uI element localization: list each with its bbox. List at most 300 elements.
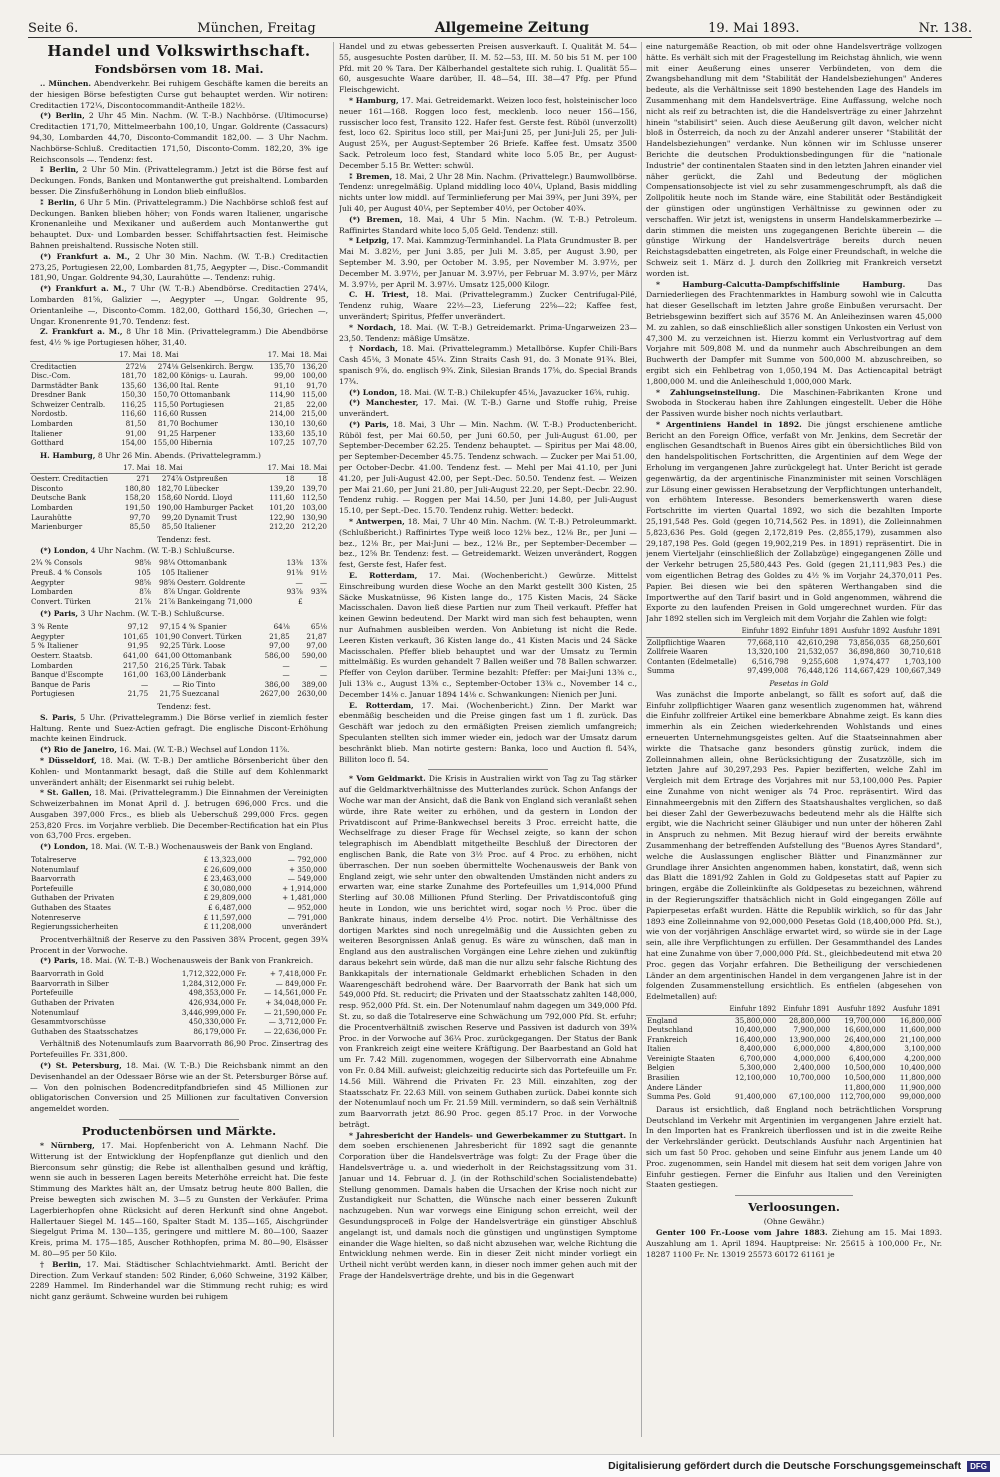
table-cell: 158,20 (124, 493, 151, 503)
table-row (30, 913, 328, 923)
table-cell: 214,00 (269, 409, 295, 419)
table-cell: 16,600,000 (844, 1025, 886, 1035)
table-header-cell: Ausfuhr 1891 (887, 1005, 942, 1015)
table-cell: — 952,000 (287, 903, 327, 913)
table-cell: 107,70 (301, 438, 327, 448)
newspaper-title: Allgemeine Zeitung (434, 20, 590, 36)
table-cell: Ungar. Goldrente (177, 587, 241, 597)
table-cell: 11,800,000 (844, 1082, 886, 1092)
london-quote-table (30, 558, 328, 606)
table-cell: 6,400,000 (848, 1053, 886, 1063)
table-cell: 98¼ (158, 558, 176, 568)
table-cell: 30,710,618 (899, 647, 941, 657)
table-cell: 100,667,349 (895, 666, 941, 676)
table-cell: — (172, 679, 181, 689)
table-cell: 590,00 (301, 650, 327, 660)
article: Daraus ist ersichtlich, daß England noch beträchtlichen Vorsprung Deutschland im Verkehr mit Argentinien im vergangenen Jahre erzielt hat. In den Importen hat es Frankreich überflossen und ist in die zweite Reihe der Verkehrsländer gerückt. Deutschlands Ausfuhr nach Argentinien hat sich um fast 50 Proc. gehoben und seine Einfuhr aus jenem Lande um 40 Proc. zugenommen, sein Handel mit diesem hat seit dem vorigen Jahre von Einfuhr gestiegen. Ferner die Einfuhr aus Italien und den Vereinigten Staaten gestiegen. (646, 1104, 942, 1190)
table-cell: + 1,914,000 (282, 883, 327, 893)
table-cell: 2627,00 (259, 689, 290, 699)
table-cell: 81,70 (157, 419, 179, 429)
table-cell: — 14,561,000 Fr. (264, 988, 327, 998)
table-cell: Türk. Tabak (182, 660, 226, 670)
footer-bar (0, 1454, 1000, 1477)
table-cell: £ 11,597,000 (203, 912, 252, 922)
table-row (30, 641, 328, 651)
article: Verhältniß des Notenumlaufs zum Baarvorrath 86,90 Proc. Zinsertrag des Portefeuilles Fr. 331,800. (30, 1039, 328, 1060)
table-cell: 10,400,000 (899, 1063, 941, 1073)
table-cell: 11,800,000 (899, 1073, 941, 1083)
table-cell: 154,00 (121, 438, 147, 448)
header-rule (28, 37, 972, 38)
table-cell: 81,50 (125, 419, 147, 429)
table-cell: Lombarden (31, 503, 73, 513)
table-cell: Gesammtvorschüsse (31, 1017, 106, 1027)
table-cell: 389,00 (301, 679, 327, 689)
table-cell: 12,100,000 (735, 1073, 777, 1083)
table-cell: 10,500,000 (844, 1073, 886, 1083)
table-cell: Portefeuille (31, 988, 74, 998)
hamburg-quote-table (30, 464, 328, 532)
divider (428, 769, 547, 770)
table-cell: 115,50 (153, 399, 179, 409)
table-cell: £ 29,809,000 (203, 893, 252, 903)
table-cell: Disc.-Com. (31, 371, 71, 381)
table-cell: 10,500,000 (844, 1063, 886, 1073)
table-cell: 93¾ (310, 587, 327, 597)
article: Was zunächst die Importe anbelangt, so fällt es sofort auf, daß die Einfuhr zollpflichtiger Waaren ganz wesentlich zugenommen hat, während die Einfuhr zollfreier Artikel eine bemerkbare Abnahme zeigt. Es kann dies immerhin als ein Zeichen wiederkehrenden Wohlstands und eines erneuerten Unternehmungsgeistes gelten. Auf die Staatseinnahmen aber wirkte die Thatsache ganz besonders günstig zurück, indem die Zolleinnahmen allein, ohne Berücksichtigung der Zusatzzölle, sich im letzten Jahre auf 30,297,293 Pes. Papier bezifferten, welche Zahl im Vergleich mit dem Ertrage des Vorjahres mit nur 53,100,000 Pes. Papier eine Zunahme von nicht weniger als 74 Proc. repräsentirt. Wird das Einnahmeergebnis mit den Ziffern des Staatshaushaltes verglichen, so daß bei dieser Zahl der Gewerbezuwachs bedeutend mehr als die Hälfte sich ergibt, wie die Nachricht seiner Gläubiger und nun unter der höheren Zahl in Anspruch zu nehmen. Mit Bezug hierauf wird der bereits erwähnte Zusammenhang der betreffenden Aufstellung des "Buenos Ayres Standard", welche die Auslassungen englischer Blätter und Finanzmänner zur Grundlage ihrer Ansichten angenommen haben, konstatirt, daß, wenn sich das Blatt die 1891/92 Zahlen in Gold zu Goldpesetas statt auf Papier zu bringen, ergäbe die Zolleinkünfte als Goldpesetas zu bezeichnen, während in der Regierungsziffer thatsächlich nicht in Gold eingegangen Zölle auf Papierpesetas erfaßt wurden. Hätte die Republik wirklich, so für das Jahr 1893 eine Zolleinnahme von 92,000,000 Pesetas Gold (18,400,000 Pfd. St.), wie von der vorjährigen Anschläge erwartet wird, so würde sie in der Lage sein, alle ihre Verpflichtungen zu erfüllen. Der Gesammthandel des Landes hat eine Zunahme von über 7,000,000 Pfd. St., gleichbedeutend mit etwa 20 Proc. gegen das Vorjahr erfahren. Die Betheiligung der verschiedenen Länder an dem argentinischen Handel in dem vergangenen Jahre ist in der folgenden Zusammenstellung ersichtlich. Es entfielen (abgesehen von Edelmetallen) auf: (646, 689, 942, 1002)
table-header-cell: Ausfuhr 1891 (891, 627, 942, 637)
table-header-cell: 17. Mai (263, 464, 295, 474)
article: ⁑ Bremen, 18. Mai, 2 Uhr 28 Min. Nachm. (Privattelegr.) Baumwollbörse. Tendenz: unregelmäßig. Upland middling loco 40¼, Upland, Basis middling nichts unter low middl. auf Terminlieferung per Mai 39¾, per Juni 39¾, per Juli 40, per August 40¼, per September 40½, per October 40¾. (339, 171, 637, 213)
table-cell: 13,320,100 (747, 647, 789, 657)
column-divider (641, 42, 642, 1437)
table-header-cell (184, 464, 264, 474)
table-row (30, 409, 328, 419)
table-row (30, 969, 328, 979)
table-header-cell (179, 351, 263, 361)
table-cell: — (282, 670, 290, 680)
table-cell: Königs- u. Laurah. (180, 371, 248, 381)
table-cell: 139,70 (301, 483, 327, 493)
table-cell: Rio Tinto (182, 679, 216, 689)
table-cell: 91,95 (127, 641, 149, 651)
table-header-cell: Ausfuhr 1892 (839, 627, 890, 637)
table-cell: 1,974,477 (853, 656, 890, 666)
table-cell: 6,516,798 (751, 656, 789, 666)
table-cell: Baarvorrath in Silber (31, 978, 109, 988)
table-cell: Ottomanbank (182, 650, 232, 660)
page-number: Seite 6. (28, 21, 79, 36)
article: † Nordach, 18. Mai. (Privattelegramm.) Metallbörse. Kupfer Chili-Bars Cash 45⅛, 3 Monate 45¼. Zinn Straits Cash 91, do. 3 Monate 91¾. Blei, spanisch 9⅞, do. englisch 9¾. Zink, Silesian Brands 17⅝, do. Special Brands 17¾. (339, 344, 637, 386)
table-cell: £ 6,487,000 (208, 903, 252, 913)
table-cell: Bankeingang 71,000 (177, 596, 253, 606)
bank-of-england-table (30, 855, 328, 932)
article: * Leipzig, 17. Mai. Kammzug-Terminhandel. La Plata Grundmuster B. per Mai M. 3.82½, per Juni 3.85, per Juli M. 3.85, per August 3.90, per September M. 3.90, per October M. 3.95, per November M. 3.97½, per December M. 3.97½, per Januar M. 3.97½, per Februar M. 3.97½, per März M. 3.97½, per April M. 3.97½. Umsatz 125,000 Kilogr. (339, 236, 637, 289)
article: * Antwerpen, 18. Mai, 7 Uhr 40 Min. Nachm. (W. T.-B.) Petroleummarkt. (Schlußbericht.) Raffinirtes Type weiß loco 12⅛ bez., 12⅛ Br., per Juni — bez., 12⅛ Br., per Mai-Juni — bez., 12⅛ Br., per September-December — bez., 12⅝ Br. Tendenz: fest. — Getreidemarkt. Weizen unverändert, Roggen fest, Gerste fest, Hafer fest. (339, 517, 637, 570)
table-cell: 105 (161, 568, 176, 577)
table-cell: 99,20 (161, 512, 183, 522)
table-cell: + 34,048,000 Fr. (265, 998, 327, 1007)
article: (*) Rio de Janeiro, 16. Mai. (W. T.-B.) Wechsel auf London 11⅞. (40, 745, 290, 755)
table-row (30, 865, 328, 875)
table-cell: Dynamit Trust (184, 512, 237, 522)
table-subheading: Pesetas in Gold (769, 679, 829, 688)
note: (Ohne Gewähr.) (763, 1217, 825, 1227)
table-cell: 98⅝ (134, 577, 151, 587)
table-cell: 10,700,000 (788, 1073, 831, 1083)
argentina-countries-table (646, 1005, 942, 1102)
table-cell: 150,30 (121, 390, 147, 400)
table-row (646, 1083, 942, 1093)
table-cell: 85,50 (129, 522, 151, 532)
table-cell: Hibernia (180, 438, 213, 448)
issue-number: Nr. 138. (918, 21, 972, 36)
table-cell: 21,85 (274, 399, 295, 409)
table-cell: 182,00 (153, 371, 179, 381)
table-cell: 21⅞ (158, 596, 176, 606)
table-cell: 91,70 (306, 380, 327, 390)
table-cell: 21,87 (306, 631, 327, 641)
table-cell: 21,75 (159, 689, 181, 699)
table-cell (723, 1083, 777, 1093)
table-cell: Vereinigte Staaten (647, 1053, 715, 1063)
table-cell: Gotthard (31, 438, 64, 448)
table-cell: Marienburger (31, 522, 83, 532)
table-cell: 5 % Italiener (31, 641, 79, 651)
subsection-title: Productenbörsen und Märkte. (81, 1123, 277, 1138)
table-cell: 93⅞ (286, 587, 303, 597)
table-header-cell (30, 351, 115, 361)
table-cell: — 792,000 (287, 855, 327, 865)
table-cell: — (295, 577, 303, 587)
table-cell: 22,00 (306, 399, 327, 409)
table-cell: £ (298, 596, 303, 606)
table-cell: Disconto (31, 483, 63, 493)
divider (119, 1119, 238, 1120)
table-cell: 5,300,000 (739, 1063, 777, 1073)
table-header-row (646, 627, 942, 637)
table-cell: Notenumlauf (31, 1007, 79, 1017)
article: (*) St. Petersburg, 18. Mai. (W. T.-B.) Die Reichsbank nimmt an den Devisenhandel an der Odessaer Börse wie an der St. Petersburger Börse auf. — Von den polnischen Bodencreditpfandbriefen sind 45 Millionen zur obligatorischen Conversion und 25 Millionen zur facultativen Conversion angemeldet worden. (30, 1060, 328, 1114)
table-cell: 7,900,000 (793, 1025, 831, 1035)
table-row (646, 666, 942, 676)
table-cell: Ostpreußen (184, 474, 228, 484)
table-cell: 21,85 (269, 631, 290, 641)
table-row (30, 1008, 328, 1018)
table-cell: 133,60 (269, 428, 295, 438)
page-header (28, 14, 972, 36)
table-cell: Notenreserve (31, 912, 81, 922)
table-cell: 130,90 (301, 512, 327, 522)
table-cell: 67,100,000 (788, 1092, 831, 1102)
table-cell: 135,60 (121, 380, 147, 390)
table-cell: — 549,000 (287, 874, 327, 884)
table-cell: 8,400,000 (739, 1044, 777, 1054)
table-cell: Lombarden (31, 587, 73, 597)
table-cell: Summa Pes. Gold (647, 1092, 711, 1102)
table-cell: Banque de Paris (31, 679, 91, 689)
table-cell: 16,400,000 (735, 1034, 777, 1044)
table-header-cell (646, 627, 739, 637)
table-cell: Frankreich (647, 1034, 688, 1044)
table-cell: 77,668,110 (747, 637, 789, 647)
article: S. Paris, 5 Uhr. (Privattelegramm.) Die Börse verlief in ziemlich fester Haltung. Rente und Suez-Actien gefragt. Die englische Discont-Erhöhung machte keinen Eindruck. (30, 712, 328, 744)
table-row (30, 484, 328, 494)
article: E. Rotterdam, 17. Mai. (Wochenbericht.) Zinn. Der Markt war ebenmäßig bescheiden und die Preise gingen fast um 1 fl. zurück. Das Geschäft war jedoch zu den ermäßigten Preisen ziemlich umfangreich; Speculanten stellten sich immer wieder ein, jedoch war der Umsatz darum beschränkt blieb. Man notirte gestern: Banka, loco und Auction fl. 54¾, Billiton loco fl. 54. (339, 700, 637, 764)
table-cell: 28,800,000 (788, 1015, 831, 1025)
table-cell: 181,70 (121, 371, 147, 381)
table-cell: 3 % Rente (31, 622, 69, 632)
column-2 (339, 42, 637, 1432)
table-row (30, 513, 328, 523)
table-cell: Darmstädter Bank (31, 380, 99, 390)
article: ⁑ Berlin, 6 Uhr 5 Min. (Privattelegramm.) Die Nachbörse schloß fest auf Deckungen. Banken blieben höher; von Fonds waren Italiener, ungarische Kronenanleihe und Mexikaner und außerdem auch Montanwerthe gut behauptet. Dux- und Lombarden besser. Schiffahrtsactien fest. Heimische Bahnen preishaltend. Russische Noten still. (30, 197, 328, 250)
table-cell: 64⅛ (273, 622, 290, 632)
table-cell: 155,00 (153, 438, 179, 448)
table-cell: 215,00 (301, 409, 327, 419)
table-cell: 91,00 (125, 428, 147, 438)
table-cell: — (319, 577, 327, 587)
table-cell: 86,179,000 Fr. (193, 1026, 247, 1036)
table-cell: Contanten (Edelmetalle) (647, 656, 737, 666)
table-cell: 191,50 (124, 503, 151, 513)
table-cell: 13,900,000 (788, 1034, 831, 1044)
table-row (30, 998, 328, 1008)
table-cell: £ 11,208,000 (203, 922, 252, 932)
table-cell: 26,400,000 (844, 1034, 886, 1044)
argentina-trade-table (646, 627, 942, 676)
article: † Berlin, 17. Mai. Städtischer Schlachtviehmarkt. Amtl. Bericht der Direction. Zum Verkauf standen: 502 Rinder, 6,060 Schweine, 3192 Kälber, 2289 Hammel. Im Rinderhandel war die Stimmung recht ruhig; es wird nicht ganz geräumt. Schweine wurden bei ruhigem (30, 1259, 328, 1302)
table-row (30, 622, 328, 632)
table-cell: 18 (285, 474, 295, 484)
table-cell: Guthaben des Staates (31, 903, 111, 913)
table-cell: Bochumer (180, 419, 218, 429)
table-cell: £ 23,463,000 (203, 874, 252, 884)
article: Z. Frankfurt a. M., 8 Uhr 18 Min. (Privattelegramm.) Die Abendbörse fest, 4½ % ige Portugiesen höher, 31,40. (30, 327, 328, 348)
table-cell: 139,20 (269, 483, 295, 493)
article: (*) Manchester, 17. Mai. (W. T.-B.) Garne und Stoffe ruhig, Preise unverändert. (339, 398, 637, 419)
table-cell: Regierungssicherheiten (31, 922, 119, 932)
article: Genter 100 Fr.-Loose vom Jahre 1883. Ziehung am 15. Mai 1893. Auszahlung am 1. April 1894. Hauptpreise: Nr. 25615 à 100,000 Fr., Nr. 18287 1100 Fr. Nr. 13019 25573 60172 61161 je (646, 1228, 942, 1259)
table-header-cell: 17. Mai (115, 351, 147, 361)
table-cell: Ottomanbank (177, 558, 227, 568)
table-cell: 2,400,000 (793, 1063, 831, 1073)
table-row (646, 647, 942, 657)
table-cell: — (282, 660, 290, 670)
table-cell: 13⅜ (286, 558, 303, 568)
table-cell: 1,703,100 (904, 656, 941, 666)
dfg-logo: DFG (967, 1461, 990, 1472)
table-cell: 68,250,601 (899, 637, 941, 647)
table-cell: Türk. Loose (182, 641, 226, 651)
table-row (30, 400, 328, 410)
article: (*) Paris, 18. Mai, 3 Uhr — Min. Nachm. (W. T.-B.) Productenbericht. Rüböl fest, per Mai 60.50, per Juni 60.50, per Juli-August 61.00, per September-December 62.25. Tendenz behauptet. — Spiritus per Mai 48.00, per September-December 45.75. Tendenz schwach. — Zucker per Mai 51.00, per October-Decbr. 41.00. Tendenz fest. — Mehl per Mai 41.10, per Juni 41.20, per Juli-August 42.00, per Sept.-Dec. 50.50. Tendenz fest. — Weizen per Mai 21.60, per Juni 21.80, per Juli-August 22.20, per Sept.-Decbr. 22.90. Tendenz ruhig. — Roggen per Mai 14.50, per Juni 14.80, per Juli-August 15.10, per Sept.-Dec. 15.70. Tendenz ruhig. Wetter: bedeckt. (339, 419, 637, 516)
section-title: Handel und Volkswirthschaft. (47, 42, 311, 60)
table-row (30, 390, 328, 400)
table-row (30, 1027, 328, 1037)
table-cell: unverändert (281, 922, 327, 932)
table-cell: 99,00 (274, 371, 295, 381)
table-cell: Zollfreie Waaren (647, 647, 708, 657)
table-cell: 97,499,008 (747, 666, 789, 676)
table-row (30, 670, 328, 680)
table-cell: 97,00 (306, 641, 327, 651)
table-header-row (30, 464, 328, 474)
table-cell: 212,20 (269, 522, 295, 532)
table-row (30, 438, 328, 448)
table-cell: £ 26,609,000 (203, 864, 252, 874)
table-cell: Summa (647, 666, 675, 676)
table-row (30, 922, 328, 932)
table-cell: Italien (647, 1044, 671, 1054)
table-cell: 21,75 (127, 689, 149, 699)
table-cell: — 3,712,000 Fr. (268, 1017, 327, 1027)
table-cell: Portugiesen (180, 399, 225, 409)
table-cell: 386,00 (264, 679, 290, 689)
table-row (30, 503, 328, 513)
table-cell: 1,712,322,000 Fr. (181, 969, 247, 979)
article: * Nordach, 18. Mai. (W. T.-B.) Getreidemarkt. Prima-Ungarweizen 23—23,50. Tendenz: mäßige Umsätze. (339, 322, 637, 343)
table-cell: 111,60 (269, 493, 295, 503)
table-cell: 6,700,000 (739, 1053, 777, 1063)
table-cell: 8⅞ (139, 587, 151, 597)
table-cell: 136,00 (153, 380, 179, 390)
table-row (30, 661, 328, 671)
table-cell: Oesterr. Staatsb. (31, 650, 93, 660)
table-cell: + 7,418,000 Fr. (269, 969, 327, 979)
table-cell: Italiener (177, 568, 209, 577)
table-cell: Schweizer Centralb. (31, 399, 106, 409)
table-cell: 9,255,608 (801, 656, 839, 666)
table-cell: 73,856,035 (848, 637, 890, 647)
table-cell: 116,60 (153, 409, 179, 419)
table-cell: 163,00 (154, 670, 181, 680)
table-row (646, 1073, 942, 1083)
table-cell: — 21,590,000 Fr. (264, 1007, 327, 1017)
header-city-day: München, Freitag (197, 21, 316, 36)
table-cell: 116,60 (121, 409, 147, 419)
table-cell: — (319, 660, 327, 670)
article: * Hamburg, 17. Mai. Getreidemarkt. Weizen loco fest, holsteinischer loco neuer 161—168. Roggen loco fest, mecklenb. loco neuer 156—156, russischer loco fest, Transito 122. Hafer fest. Gerste fest. Rüböl (unverzollt) fest, loco 62. Spiritus loco still, per Mai-Juni 25, per Juni-Juli 25, per Juli-August 25¾, per August-September 26 Briefe. Kaffee fest. Umsatz 3500 Sack. Petroleum loco fest, Standard white loco 5.05 Br., per August-December 5.15 Br. Wetter: schwül. (339, 95, 637, 170)
table-row (646, 1015, 942, 1025)
table-cell: 101,20 (269, 503, 295, 513)
table-cell: 272⅛ (125, 361, 147, 371)
article: * St. Gallen, 18. Mai. (Privattelegramm.) Die Einnahmen der Vereinigten Schweizerbahnen im Monat April d. J. betrugen 696,000 Frcs. und die Ausgaben 397,000 Frcs., es blieb als Ueberschuß 299,000 Frcs. gegen 253,820 Frcs. im Vorjahre verblieb. Die December-Rectification hat ein Plus von 63,700 Frcs. ergeben. (30, 788, 328, 841)
table-cell: 130,10 (269, 419, 295, 429)
table-cell: 19,700,000 (844, 1015, 886, 1025)
table-cell: Guthaben der Privaten (31, 893, 115, 903)
table-cell: 35,800,000 (735, 1015, 777, 1025)
table-cell: 122,90 (269, 512, 295, 522)
table-cell: Portefeuille (31, 883, 74, 893)
table-row (646, 1092, 942, 1102)
table-cell: Oesterr. Goldrente (177, 577, 246, 587)
table-cell: Oesterr. Creditactien (31, 474, 108, 484)
table-cell: 116,25 (121, 399, 147, 409)
table-cell: 21⅞ (134, 596, 151, 606)
table-cell: 91,400,000 (735, 1092, 777, 1102)
table-row (30, 893, 328, 903)
table-cell: Lombarden (31, 660, 73, 670)
table-cell: England (647, 1015, 678, 1025)
table-header-cell (30, 464, 119, 474)
table-row (30, 988, 328, 998)
table-cell: Totalreserve (31, 855, 77, 865)
article: * Jahresbericht der Handels- und Gewerbekammer zu Stuttgart. In dem soeben erschienenen Jahresbericht für 1892 sagt die genannte Corporation über die Handelsverträge was folgt: Zu der Frage über die Handelsverträge u. a. und wiederholt in der Reichstagssitzung vom 31. Januar und 14. Februar d. J. (in der Rothschild'schen Socialistendebatte) Stellung genommen. Damals haben die Ursachen der Krise noch nicht zur Zustandigkeit nur Schatten, die Wünsche nach einer besseren Zukunft nachzugeben. Nun war vorwegs eine Einigung schon erreicht, weil der Gesundungsproceß in Folge der Handelsverträge ein günstiger Abschluß angelangt ist, und damals noch die günstigen und ungünstigen Symptome einander die Wage hielten, so daß nicht abzusehen war, welche Richtung die Entwicklung nehmen werde. Ein in dieser Zeit nicht minder vorliegt ein Urtheil nicht verübt werden kann, in dieser noch immer gehen auch mit der Frage der Handelsverträge drehte, und bis in die Gegenwart (339, 1130, 637, 1281)
article: C. H. Triest, 18. Mai. (Privattelegramm.) Zucker Centrifugal-Pilé, Tendenz ruhig, Waare 22½—23, Lieferung 22⅝—22; Kaffee fest, unverändert; Spiritus, Pfeffer unverändert. (339, 290, 637, 321)
table-row (30, 419, 328, 429)
table-cell: Deutschland (647, 1025, 693, 1035)
table-cell: 101,90 (154, 631, 181, 641)
table-header-cell: Einfuhr 1892 (723, 1005, 777, 1015)
table-cell: 217,50 (123, 660, 149, 670)
table-cell: 91⅜ (286, 568, 303, 577)
table-cell: 11,900,000 (899, 1082, 941, 1092)
table-cell: Länderbank (182, 670, 226, 680)
table-cell: 2630,00 (297, 689, 327, 699)
table-cell: 114,90 (269, 390, 295, 400)
table-cell: Belgien (647, 1063, 675, 1073)
table-row (30, 651, 328, 661)
table-cell: Suezcanal (182, 689, 220, 699)
table-row (30, 568, 328, 578)
table-cell: 112,50 (301, 493, 327, 503)
table-cell: 1,284,312,000 Fr. (181, 978, 247, 988)
article: * Nürnberg, 17. Mai. Hopfenbericht von A. Lehmann Nachf. Die Witterung ist der Entwicklung der Hopfenpflanze gut dienlich und den Bierconsum sehr günstig; die Rebe ist allenthalben gesund und kräftig, wenn sie auch in besseren Lagen bereits Meterhöhe erreicht hat. Die feste Stimmung des Marktes hält an, der Umsatz betrug heute 800 Ballen, die Preise bewegten sich zwischen M. 3—5 zu Gunsten der Verkäufer. Prima Lagerbierhopfen ohne Rücksicht auf deren Herkunft sind ohne Angebot. Hallertauer Siegel M. 145—160, Spalter Stadt M. 135—165, Aischgründer Siegelgut Prima M. 130—135, geringere und mittlere M. 80—100, Saazer Kreis, prima M. 175—185, Auscher Rothhopfen, prima M. 80—90, Elsässer M. 80—95 per 50 Kilo. (30, 1140, 328, 1258)
table-cell: Harpener (180, 428, 216, 438)
table-header-cell: Ausfuhr 1892 (831, 1005, 886, 1015)
table-cell: 98⅝ (158, 577, 176, 587)
table-cell: 92,25 (159, 641, 181, 651)
table-cell: 76,448,126 (797, 666, 839, 676)
article: ⁑ Berlin, 2 Uhr 50 Min. (Privattelegramm.) Jetzt ist die Börse fest auf Deckungen. Fonds, Banken und Montanwerthe gut preishaltend. Lombarden besser. Die Zinsfußerhöhung in London blieb einflußlos. (30, 165, 328, 196)
table-header-cell: Einfuhr 1891 (789, 627, 839, 637)
table-cell: 586,00 (264, 650, 290, 660)
table-cell: 97,15 (159, 622, 181, 632)
table-cell: 274⅞ (161, 474, 183, 484)
table-row (646, 1025, 942, 1035)
table-cell: 641,00 (123, 650, 149, 660)
subsection-title: Fondsbörsen vom 18. Mai. (94, 62, 264, 76)
table-cell: 97,70 (129, 512, 151, 522)
table-cell: 36,898,860 (848, 647, 890, 657)
divider (735, 1195, 853, 1196)
table-cell: 97,12 (127, 622, 149, 632)
table-cell: 135,70 (269, 361, 295, 371)
table-cell: Brasilien (647, 1073, 680, 1083)
article: H. Hamburg, 8 Uhr 26 Min. Abends. (Privattelegramm.) (40, 450, 261, 460)
article: * Düsseldorf, 18. Mai. (W. T.-B.) Der amtliche Börsenbericht über den Kohlen- und Montanmarkt besagt, daß die Stille auf dem Kohlenmarkt unverändert anhält; der Eisenmarkt sei ruhig belebt. (30, 755, 328, 787)
table-cell: Zollpflichtige Waaren (647, 637, 726, 647)
table-cell: 3,446,999,000 Fr. (181, 1007, 247, 1017)
table-cell: 190,00 (157, 503, 183, 513)
table-cell: Hamburger Packet (184, 503, 254, 513)
table-cell: 182,70 (157, 483, 183, 493)
article: * Argentiniens Handel in 1892. Die jüngst erschienene amtliche Bericht an den Foreign Office, verfaßt von Mr. Jenkins, dem Secretär der englischen Gesandtschaft in Buenos Aires gibt ein übersichtliches Bild von den handelspolitischen Fortschritten, die Argentinien auf dem Wege der Erholung im vergangenen Jahre zurückgelegt hat. Unter Bericht ist gerade gegenwärtig, da der argentinische Finanzminister mit seinen Vorschlägen zur Lösung einer gewissen Herabsetzung der Verpflichtungen unterhandelt, von erhöhtem Interesse. Besonders bemerkenswerth waren diese Fortschritte im vierten Quartal 1892, wo sich die bezahlten Importe 25,191,548 Pes. Gold (gegen 10,714,562 Pes. in 1891), die Zolleinnahmen 5,823,636 Pes. Gold (gegen 2,172,819 Pes. (2,855,179), zusammen also 29,187,198 Pes. Gold (gegen 19,902,219 Pes. in 1891) repräsentirt. Die in jenem Vierteljahr (einschließlich der Zollabzüge) eingegangenen Zölle und der Verkehr betrugen 25,580,443 Pes. Gold (gegen 21,111,983 Pes.) die vom eigentlichen Betrag des Goldes zu 4½ % im Vorjahr 24,370,011 Pes. Papier. Bei diesen wie bei den späteren Werthangaben sind die Importwerthe auf den Tarif basirt und in Gold angenommen, während die Exporte zu den laufenden Preisen in Gold umgerechnet wurden. Für das Jahr 1892 stellen sich im Vergleich mit dem Vorjahr die Zahlen wie folgt: (646, 419, 942, 624)
table-cell: + 350,000 (288, 864, 327, 874)
table-cell: 8⅞ (163, 587, 176, 597)
bank-of-france-table (30, 969, 328, 1036)
table-cell: Convert. Türken (182, 631, 242, 641)
table-cell: 4 % Spanier (182, 622, 227, 632)
table-row (30, 429, 328, 439)
table-cell: 450,330,000 Fr. (188, 1017, 247, 1027)
table-header-row (646, 1005, 942, 1015)
table-cell: 426,934,000 Fr. (188, 998, 247, 1007)
article: * Zahlungseinstellung. Die Maschinen-Fabrikanten Krone und Swoboda in Stockerau haben ihre Zahlungen eingestellt. Ueber die Höhe der Passiven wurde bisher noch nichts verlautbart. (646, 387, 942, 419)
article: (*) Bremen, 18. Mai, 4 Uhr 5 Min. Nachm. (W. T.-B.) Petroleum. Raffinirtes Standard white loco 5,05 Geld. Tendenz: still. (339, 214, 637, 235)
table-cell: 4,800,000 (848, 1044, 886, 1054)
